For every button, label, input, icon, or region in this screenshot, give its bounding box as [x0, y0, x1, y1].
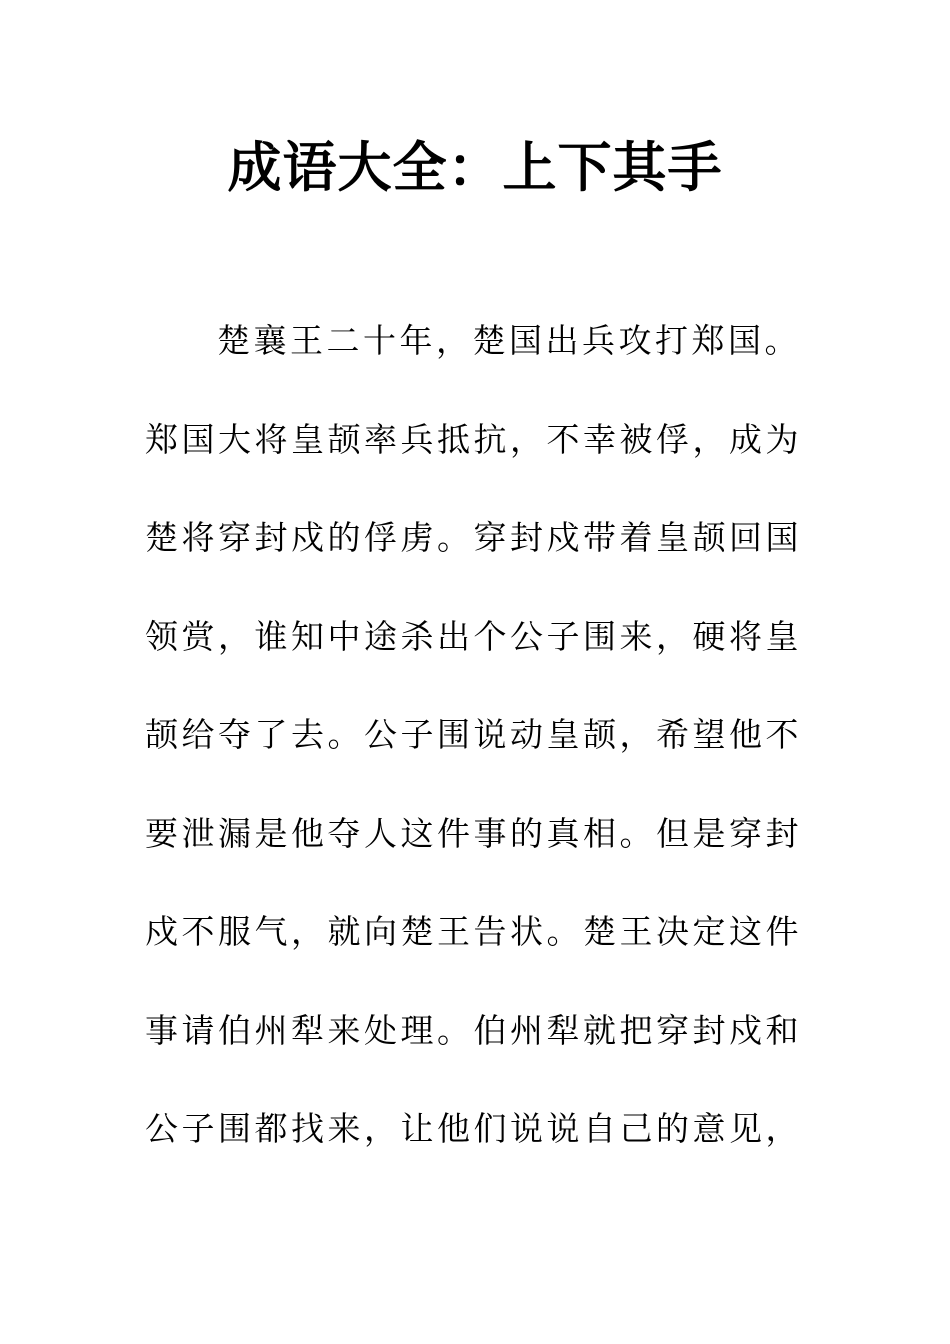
text-line: 事请伯州犁来处理。伯州犁就把穿封戍和 [145, 1010, 802, 1050]
text-line: 郑国大将皇颉率兵抵抗，不幸被俘，成为 [145, 419, 802, 459]
text-line: 戍不服气，就向楚王告状。楚王决定这件 [145, 912, 802, 951]
text-line: 楚襄王二十年，楚国出兵攻打郑国。 [217, 321, 801, 360]
page-title: 成语大全：上下其手 [227, 136, 723, 199]
text-line: 领赏，谁知中途杀出个公子围来，硬将皇 [145, 616, 802, 656]
text-line: 公子围都找来，让他们说说自己的意见， [145, 1109, 802, 1148]
body-paragraph [145, 292, 805, 1179]
text-line: 要泄漏是他夺人这件事的真相。但是穿封 [145, 813, 802, 853]
text-line: 楚将穿封戍的俘虏。穿封戍带着皇颉回国 [145, 518, 802, 557]
text-line: 颉给夺了去。公子围说动皇颉，希望他不 [145, 715, 802, 754]
